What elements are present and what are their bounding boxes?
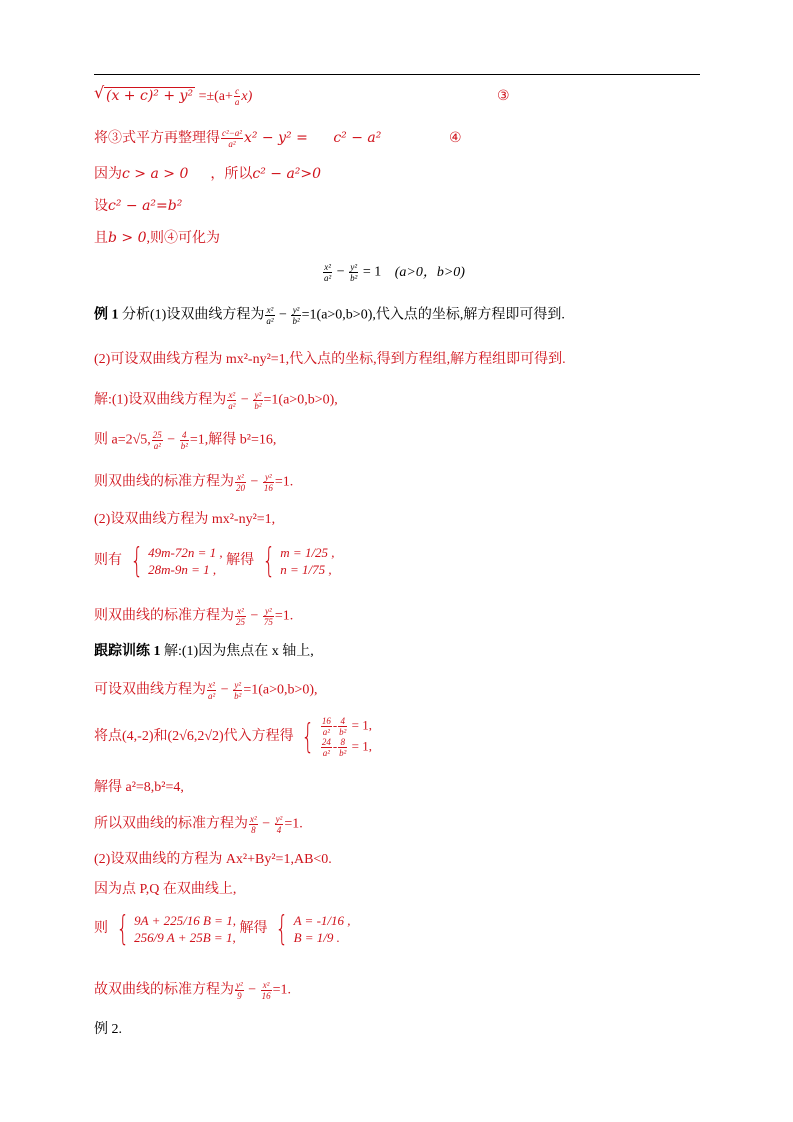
tracking-exercise-1: 跟踪训练 1 解:(1)因为焦点在 x 轴上,: [94, 644, 314, 659]
text-line: 解得 a²=8,b²=4,: [94, 780, 184, 795]
centered-equation: $\frac{\text{x²}}{\text{a²}}$ − $\frac{\text{y²}}{\text{b²}}$ = 1 (a>0，b>0): [324, 262, 465, 283]
text-line: 故双曲线的标准方程为 $\frac{\text{y²}}{9}$ − $\frac{\text{x²}}{16}$ =1.: [94, 980, 292, 1001]
text-line: 因为点 P,Q 在双曲线上,: [94, 882, 237, 897]
text-line: (2)可设双曲线方程为 mx²-ny²=1,代入点的坐标,得到方程组,解方程组即可得到.: [94, 352, 566, 367]
equation-marker-3: ③: [497, 88, 510, 104]
text-line: 则 a=2√5, $\frac{25}{\text{a²}}$ − $\frac{4}{\text{b²}}$ =1,解得 b²=16,: [94, 430, 277, 451]
text-line: (2)设双曲线方程为 mx²-ny²=1,: [94, 512, 276, 527]
system-line: 则 { 9A + 225/16 B = 1, 256/9 A + 25B = 1, 解得 { A = -1/16 , B = 1/9 .: [94, 909, 351, 949]
example-1-analysis: 例 1 分析(1)设双曲线方程为 $\frac{\text{x²}}{\text{a²}}$ − $\frac{\text{y²}}{\text{b²}}$ =1(a>0,b>0),代入点的坐标,解方程即可得到.: [94, 305, 565, 326]
eq-line-3: √ (x + c)² + y² =±(a+ $\frac{c}{a}$ x) ③: [94, 83, 510, 108]
equation-marker-4: ④: [449, 130, 462, 146]
eq-line-4: 将③式平方再整理得 $\frac{\text{c²−a²}}{\text{a²}}$ x² − y² = c² − a² ④: [94, 128, 462, 150]
text-line: 且b > 0,则④可化为: [94, 230, 220, 246]
text-line: 可设双曲线方程为 $\frac{\text{x²}}{\text{a²}}$ − $\frac{\text{y²}}{\text{b²}}$ =1(a>0,b>0),: [94, 680, 318, 701]
system-line: 则有 { 49m-72n = 1 , 28m-9n = 1 , 解得 { m = 1/25 , n = 1/75 ,: [94, 541, 335, 581]
text-line: 所以双曲线的标准方程为 $\frac{\text{x²}}{8}$ − $\frac{\text{y²}}{4}$ =1.: [94, 814, 303, 835]
system-line: 将点(4,-2)和(2√6,2√2)代入方程得 { $\frac{16}{\text{a²}}$ - $\frac{4}{\text{b²}}$ = 1, $\frac{24}{\text{a²}}$ - $\frac{8}{\text{b²}}$ = 1,: [94, 716, 372, 758]
text-line: 则双曲线的标准方程为 $\frac{\text{x²}}{20}$ − $\frac{\text{y²}}{16}$ =1.: [94, 472, 294, 493]
header-rule: [94, 74, 700, 75]
text-line: 解:(1)设双曲线方程为 $\frac{\text{x²}}{\text{a²}}$ − $\frac{\text{y²}}{\text{b²}}$ =1(a>0,b>0),: [94, 390, 338, 411]
text-line: (2)设双曲线的方程为 Ax²+By²=1,AB<0.: [94, 852, 332, 867]
sqrt-expression: √ (x + c)² + y²: [94, 83, 194, 104]
text-line: 则双曲线的标准方程为 $\frac{\text{x²}}{25}$ − $\frac{\text{y²}}{75}$ =1.: [94, 606, 294, 627]
text-line: 设c² − a²=b²: [94, 198, 183, 214]
text-line: 因为c > a > 0 ，所以c² − a²>0: [94, 166, 322, 182]
example-2-label: 例 2.: [94, 1022, 122, 1037]
